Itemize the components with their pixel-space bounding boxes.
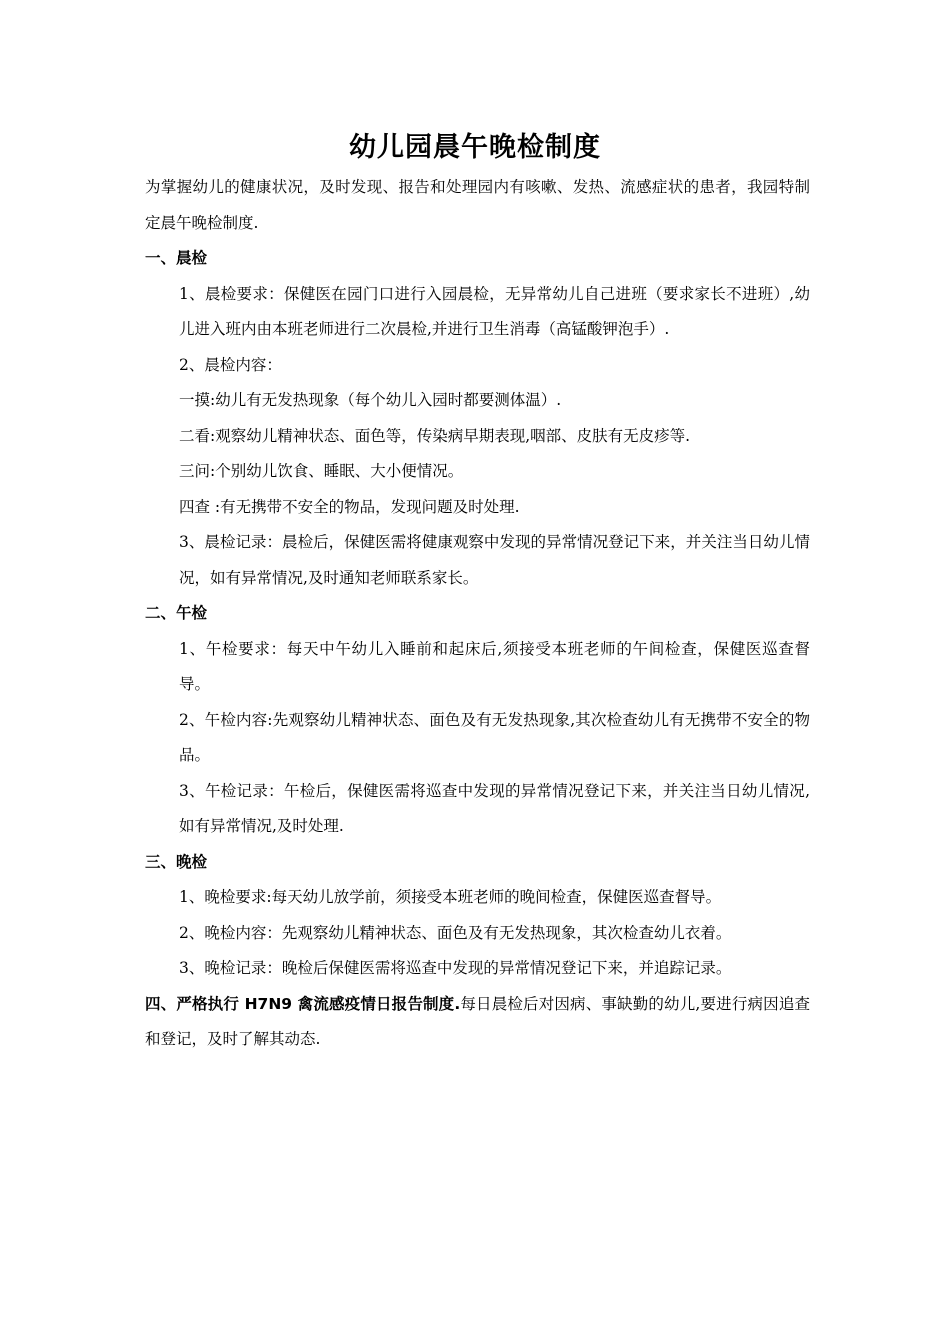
reporting-paragraph <box>145 987 810 1058</box>
document-body <box>145 170 810 1058</box>
morning-requirement: 1、晨检要求：保健医在园门口进行入园晨检，无异常幼儿自己进班（要求家长不进班）,幼儿进入班内由本班老师进行二次晨检,并进行卫生消毒（高锰酸钾泡手）. <box>179 284 810 338</box>
noon-record: 3、午检记录：午检后，保健医需将巡查中发现的异常情况登记下来，并关注当日幼儿情况,如有异常情况,及时处理. <box>179 781 810 835</box>
morning-record: 3、晨检记录：晨检后，保健医需将健康观察中发现的异常情况登记下来，并关注当日幼儿情况，如有异常情况,及时通知老师联系家长。 <box>179 533 810 587</box>
morning-content-touch: 一摸:幼儿有无发热现象（每个幼儿入园时都要测体温）. <box>179 391 562 409</box>
noon-content: 2、午检内容:先观察幼儿精神状态、面色及有无发热现象,其次检查幼儿有无携带不安全的物品。 <box>179 710 810 764</box>
intro-paragraph: 为掌握幼儿的健康状况，及时发现、报告和处理园内有咳嗽、发热、流感症状的患者，我园特制定晨午晚检制度. <box>145 178 810 232</box>
reporting-text: 每日晨检后对因病、事缺勤的幼儿,要进行病因追查和登记，及时了解其动态. <box>145 994 810 1048</box>
evening-requirement: 1、晚检要求:每天幼儿放学前，须接受本班老师的晚间检查，保健医巡查督导。 <box>179 888 722 906</box>
morning-content-ask: 三问:个别幼儿饮食、睡眠、大小便情况。 <box>179 462 464 480</box>
morning-content-label: 2、晨检内容： <box>179 355 282 374</box>
section-heading-morning: 一、晨检 <box>145 249 208 267</box>
section-heading-evening: 三、晚检 <box>145 852 208 871</box>
evening-record: 3、晚检记录：晚检后保健医需将巡查中发现的异常情况登记下来，并追踪记录。 <box>179 959 732 977</box>
morning-content-check: 四查 :有无携带不安全的物品，发现问题及时处理. <box>179 497 520 516</box>
section-heading-noon: 二、午检 <box>145 604 208 622</box>
document-title: 幼儿园晨午晚检制度 <box>349 132 601 163</box>
section-heading-reporting: 四、严格执行 H7N9 禽流感疫情日报告制度. <box>145 994 461 1013</box>
evening-content: 2、晚检内容：先观察幼儿精神状态、面色及有无发热现象，其次检查幼儿衣着。 <box>179 923 732 942</box>
morning-content-look: 二看:观察幼儿精神状态、面色等，传染病早期表现,咽部、皮肤有无皮疹等. <box>179 426 691 445</box>
noon-requirement: 1、午检要求：每天中午幼儿入睡前和起床后,须接受本班老师的午间检查，保健医巡查督导。 <box>179 639 810 693</box>
